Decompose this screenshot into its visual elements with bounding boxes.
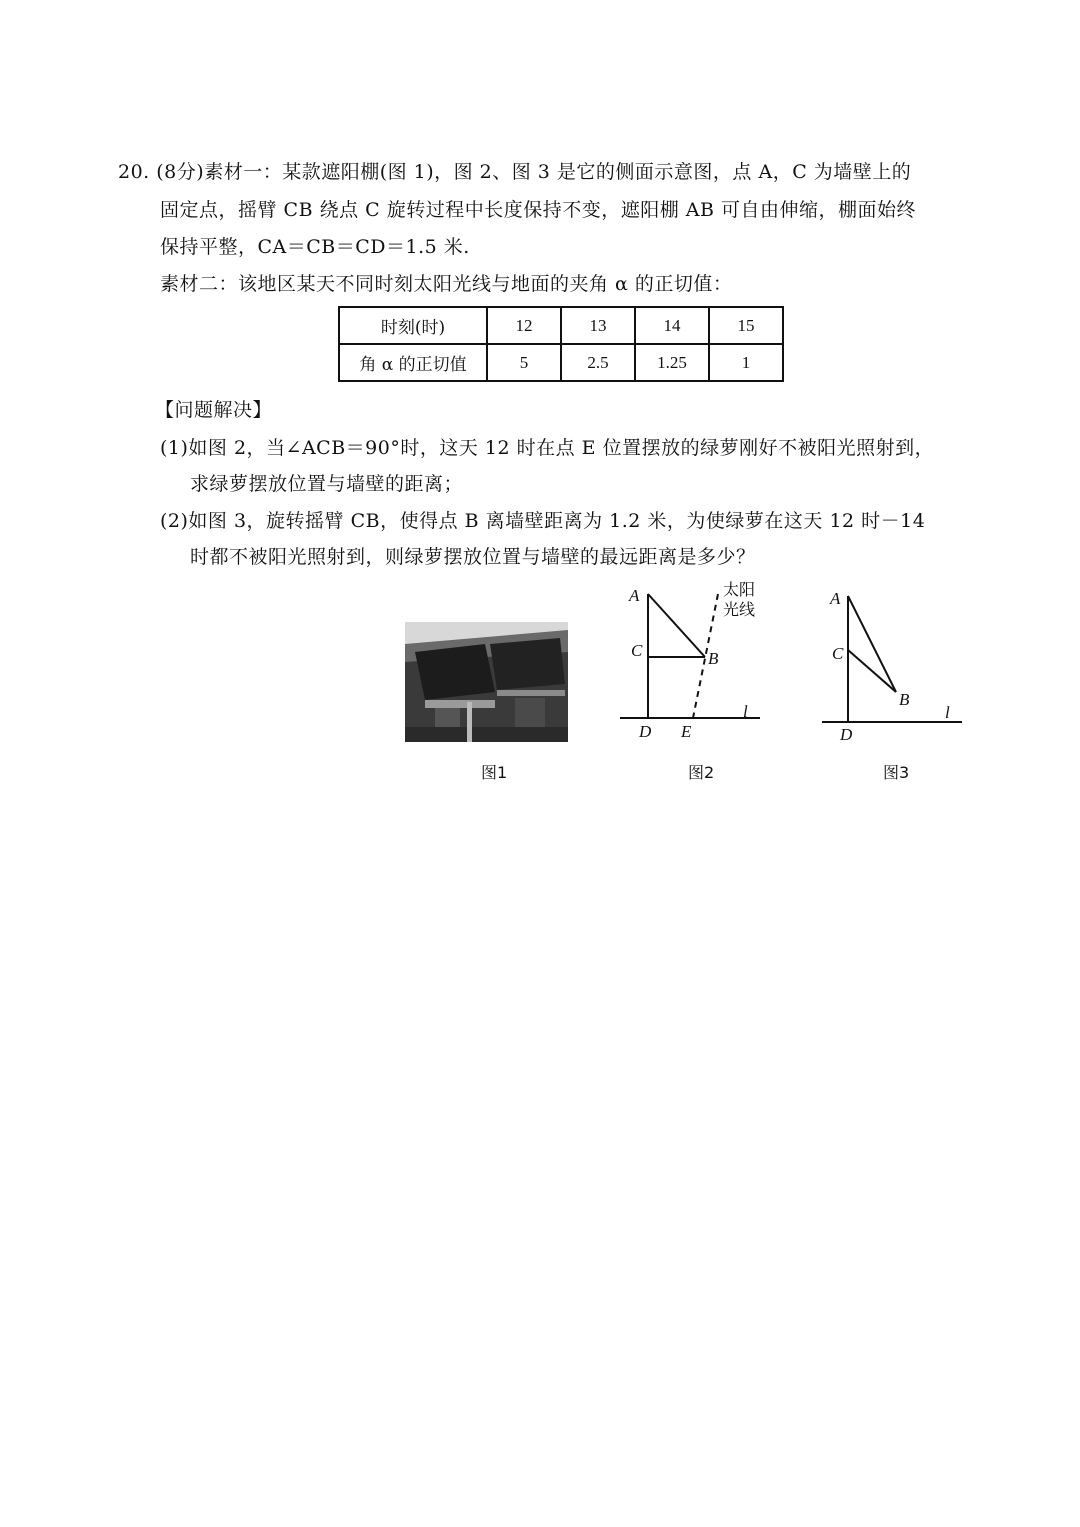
fig2-label-a: A (629, 586, 640, 605)
fig2-label-l: l (743, 702, 748, 721)
table-cell-hour: 15 (709, 307, 783, 344)
q1-line1: (1)如图 2，当∠ACB＝90°时，这天 12 时在点 E 位置摆放的绿萝刚好不被阳光照射到， (160, 437, 935, 459)
table-header-tangent: 角 α 的正切值 (339, 344, 487, 381)
tangent-table (338, 306, 784, 382)
arm-cb-line (848, 650, 896, 692)
fig2-label-e: E (681, 722, 692, 741)
q2-line1: (2)如图 3，旋转摇臂 CB，使得点 B 离墙壁距离为 1.2 米，为使绿萝在这天 12 时－14 (160, 510, 926, 532)
fig2-label-sun-line1: 太阳 (723, 580, 756, 599)
table-cell-hour: 12 (487, 307, 561, 344)
fig2-label-sun (723, 580, 755, 620)
fig3-label-d: D (840, 725, 853, 744)
material1-line3: 保持平整，CA＝CB＝CD＝1.5 米. (160, 236, 470, 258)
awning-ab-line (648, 594, 705, 657)
fig2-label-sun-line2: 光线 (723, 600, 756, 619)
fig3-label-a: A (830, 589, 841, 608)
table-cell-tangent: 1 (709, 344, 783, 381)
table-cell-tangent: 1.25 (635, 344, 709, 381)
awning-ab-line (848, 596, 896, 692)
material1-line2: 固定点，摇臂 CB 绕点 C 旋转过程中长度保持不变，遮阳棚 AB 可自由伸缩，棚面始终 (160, 199, 916, 221)
fig2-label-b: B (708, 649, 719, 668)
q1-line2: 求绿萝摆放位置与墙壁的距离； (190, 473, 464, 495)
fig1-caption: 图1 (481, 763, 508, 782)
table-cell-tangent: 5 (487, 344, 561, 381)
section-title: 【问题解决】 (155, 399, 273, 421)
question-number: 20. (118, 161, 150, 183)
table-row-hours (339, 307, 783, 344)
table-cell-hour: 13 (561, 307, 635, 344)
fig3-caption: 图3 (883, 763, 910, 782)
q2-line2: 时都不被阳光照射到，则绿萝摆放位置与墙壁的最远距离是多少？ (190, 546, 756, 568)
question-number-and-material1-line1 (118, 160, 911, 184)
awning-photo (405, 622, 568, 742)
fig3-label-l: l (945, 703, 950, 722)
fig2-caption: 图2 (688, 763, 715, 782)
fig3-label-c: C (832, 644, 844, 663)
table-cell-hour: 14 (635, 307, 709, 344)
material2-line: 素材二：该地区某天不同时刻太阳光线与地面的夹角 α 的正切值： (160, 273, 733, 295)
table-row-tangents (339, 344, 783, 381)
fig2-label-c: C (631, 641, 643, 660)
table-header-hours: 时刻(时) (339, 307, 487, 344)
question-score: (8分) (156, 161, 205, 183)
material1-line1: 素材一：某款遮阳棚(图 1)，图 2、图 3 是它的侧面示意图，点 A，C 为墙壁上的 (204, 161, 912, 183)
fig3-label-b: B (899, 690, 910, 709)
table-cell-tangent: 2.5 (561, 344, 635, 381)
fig2-label-d: D (639, 722, 652, 741)
